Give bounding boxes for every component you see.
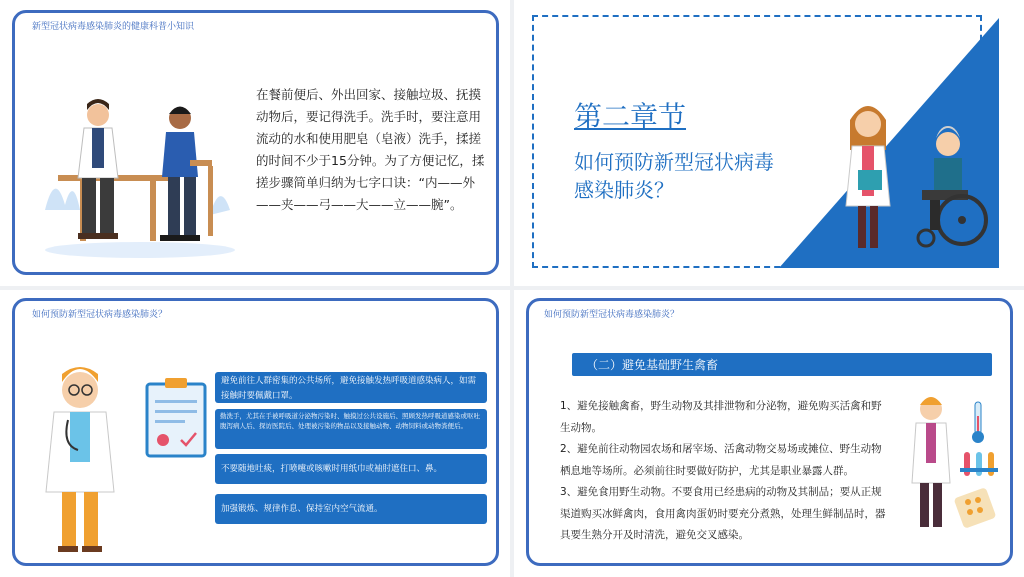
doctor-small-illustration xyxy=(906,395,956,535)
tip-box-2: 勤洗手，尤其在手被呼吸道分泌物污染时、触摸过公共设施后、照顾发热呼吸道感染或呕吐腹泻病人后、探访医院后、处理被污染的物品以及接触动物、动物饲料或动物粪便后。 xyxy=(215,409,487,449)
item-3: 3、避免食用野生动物。不要食用已经患病的动物及其制品；要从正规渠道购买冰鲜禽肉，食用禽肉蛋奶时要充分煮熟，处理生鲜制品时，器具要生熟分开及时清洗，避免交叉感染。 xyxy=(560,486,886,541)
item-2: 2、避免前往动物园农场和屠宰场、活禽动物交易场或摊位、野生动物栖息地等场所。必须前往时要做好防护，尤其是职业暴露人群。 xyxy=(560,443,882,477)
tip-box-1: 避免前往人群密集的公共场所，避免接触发热呼吸道感染病人，如需接触时要佩戴口罩。 xyxy=(215,372,487,403)
pills-icon xyxy=(954,488,996,528)
clipboard-icon xyxy=(145,378,207,458)
doctor-illustration xyxy=(30,360,130,560)
slide-3[interactable] xyxy=(0,290,510,577)
tip-box-4: 加强锻炼、规律作息、保持室内空气流通。 xyxy=(215,494,487,524)
slide-3-header: 如何预防新型冠状病毒感染肺炎？ xyxy=(32,310,168,320)
slide-1-header: 新型冠状病毒感染肺炎的健康科普小知识 xyxy=(32,22,195,32)
test-tubes-icon xyxy=(960,450,998,482)
chapter-subtitle: 如何预防新型冠状病毒感染肺炎？ xyxy=(574,150,774,202)
doctor-patient-illustration xyxy=(40,90,240,260)
slide-2[interactable] xyxy=(514,0,1024,286)
nurse-elderly-illustration xyxy=(832,100,1002,260)
slide-1[interactable] xyxy=(0,0,510,286)
tip-box-3: 不要随地吐痰，打喷嚏或咳嗽时用纸巾或袖肘遮住口、鼻。 xyxy=(215,454,487,484)
section-title-bar: （二）避免基础野生禽畜 xyxy=(572,353,992,376)
slide-4[interactable] xyxy=(514,290,1024,577)
handwashing-paragraph: 在餐前便后、外出回家、接触垃圾、抚摸动物后，要记得洗手。洗手时，要注意用流动的水和使用肥皂（皂液）洗手，揉搓的时间不少于15分钟。为了方便记忆，揉搓步骤简单归纳为七字口诀：“内——外——夹——弓——大——立——腕”。 xyxy=(256,87,485,212)
chapter-title: 第二章节 xyxy=(574,100,687,133)
slide-4-header: 如何预防新型冠状病毒感染肺炎？ xyxy=(544,310,680,320)
thermometer-icon xyxy=(970,402,986,444)
item-1: 1、避免接触禽畜，野生动物及其排泄物和分泌物，避免购买活禽和野生动物。 xyxy=(560,400,882,434)
